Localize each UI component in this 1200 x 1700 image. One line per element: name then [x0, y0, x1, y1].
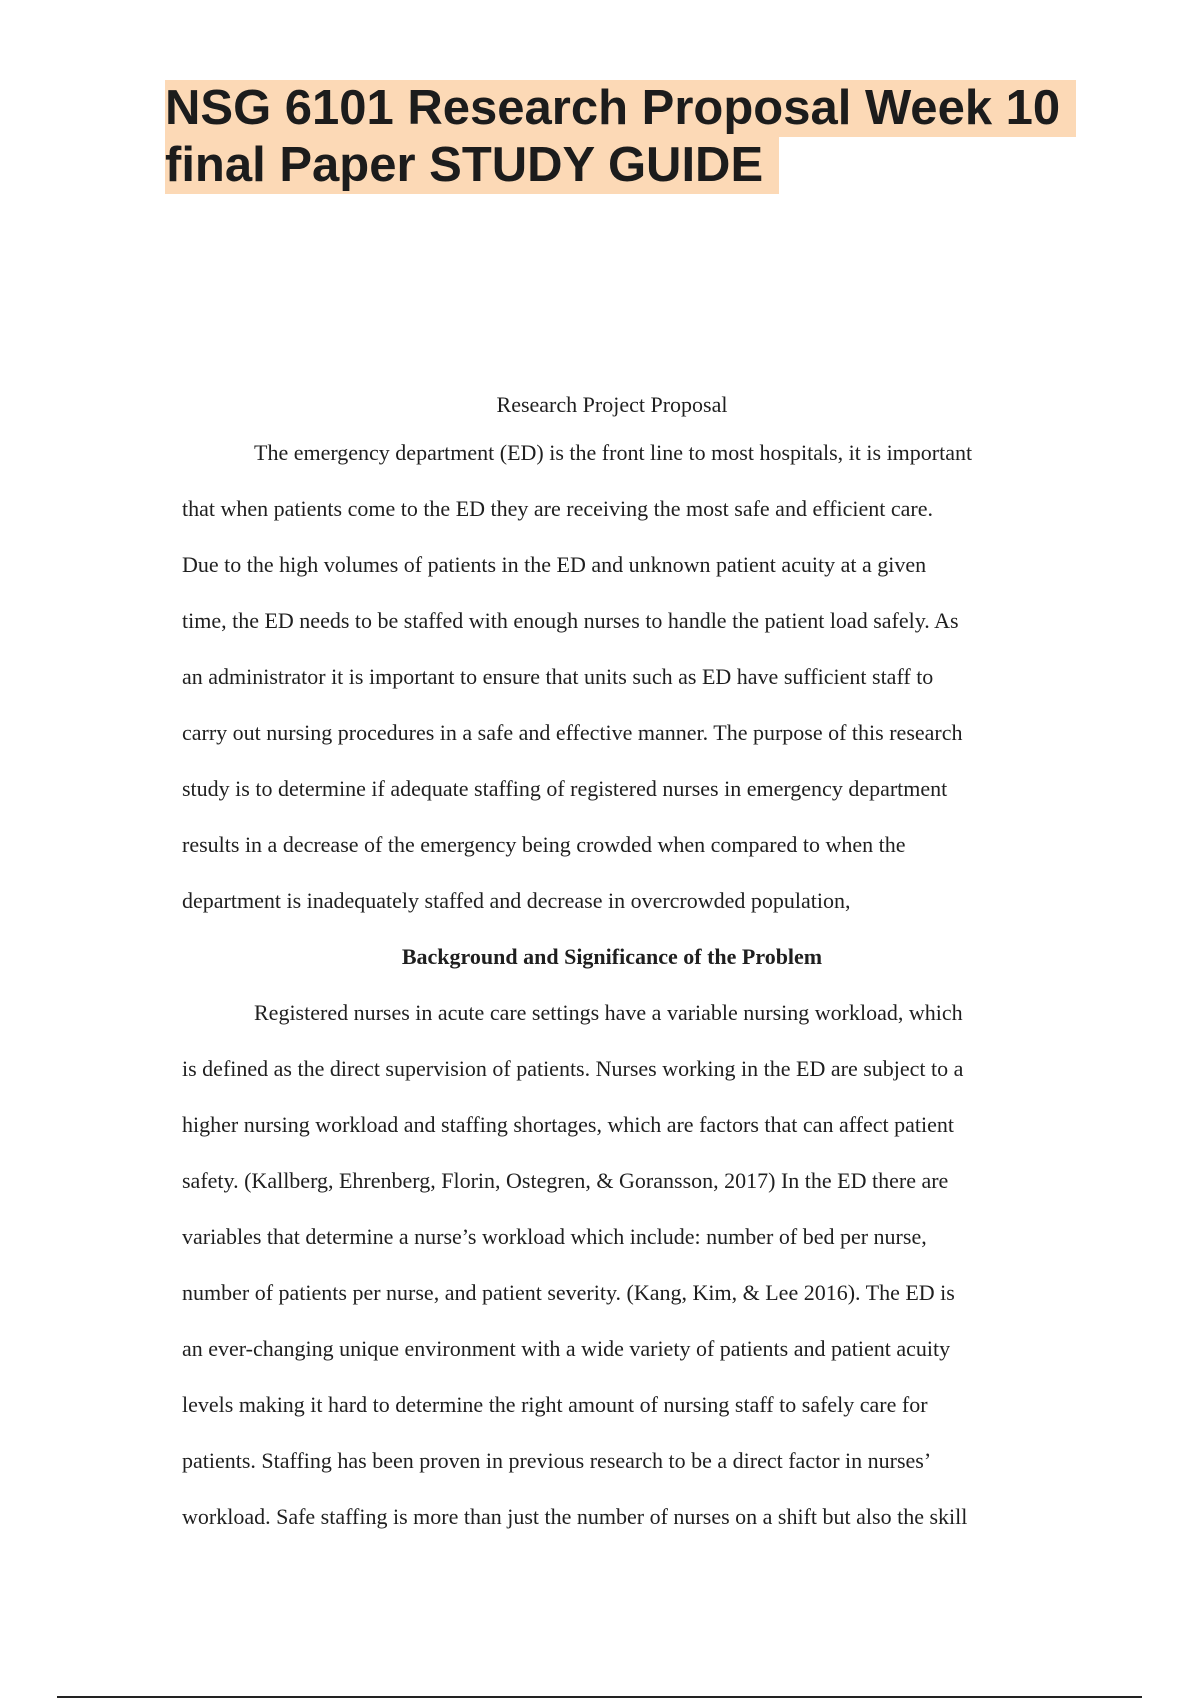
text-line: an ever-changing unique environment with a wide variety of patients and patient acuity — [182, 1336, 951, 1361]
text-line: higher nursing workload and staffing shortages, which are factors that can affect patient — [182, 1112, 954, 1137]
text-line: The emergency department (ED) is the front line to most hospitals, it is important — [254, 440, 973, 465]
document-body — [182, 385, 1042, 1545]
text-line: time, the ED needs to be staffed with enough nurses to handle the patient load safely. As — [182, 608, 959, 633]
paragraph-background — [182, 985, 1042, 1545]
text-line: department is inadequately staffed and decrease in overcrowded population, — [182, 888, 851, 913]
text-line: levels making it hard to determine the right amount of nursing staff to safely care for — [182, 1392, 928, 1417]
text-line: results in a decrease of the emergency being crowded when compared to when the — [182, 832, 906, 857]
proposal-heading: Research Project Proposal — [496, 392, 728, 417]
document-title — [165, 80, 1145, 194]
text-line: workload. Safe staffing is more than just the number of nurses on a shift but also the skill — [182, 1504, 968, 1529]
text-line: study is to determine if adequate staffing of registered nurses in emergency department — [182, 776, 948, 801]
section-heading-background: Background and Significance of the Problem — [401, 944, 823, 969]
text-line: is defined as the direct supervision of patients. Nurses working in the ED are subject to a — [182, 1056, 964, 1081]
page-bottom-divider — [57, 1696, 1142, 1698]
text-line: variables that determine a nurse’s workload which include: number of bed per nurse, — [182, 1224, 927, 1249]
text-line: safety. (Kallberg, Ehrenberg, Florin, Ostegren, & Goransson, 2017) In the ED there are — [182, 1168, 949, 1193]
text-line: number of patients per nurse, and patient severity. (Kang, Kim, & Lee 2016). The ED is — [182, 1280, 955, 1305]
title-line-2: final Paper STUDY GUIDE — [165, 137, 779, 194]
text-line: carry out nursing procedures in a safe and effective manner. The purpose of this research — [182, 720, 963, 745]
text-line: Due to the high volumes of patients in the ED and unknown patient acuity at a given — [182, 552, 927, 577]
text-line: Registered nurses in acute care settings have a variable nursing workload, which — [254, 1000, 963, 1025]
text-line: an administrator it is important to ensure that units such as ED have sufficient staff to — [182, 664, 934, 689]
text-line: that when patients come to the ED they are receiving the most safe and efficient care. — [182, 496, 933, 521]
text-line: patients. Staffing has been proven in previous research to be a direct factor in nurses’ — [182, 1448, 932, 1473]
title-line-1: NSG 6101 Research Proposal Week 10 — [165, 80, 1076, 137]
paragraph-introduction — [182, 425, 1042, 929]
